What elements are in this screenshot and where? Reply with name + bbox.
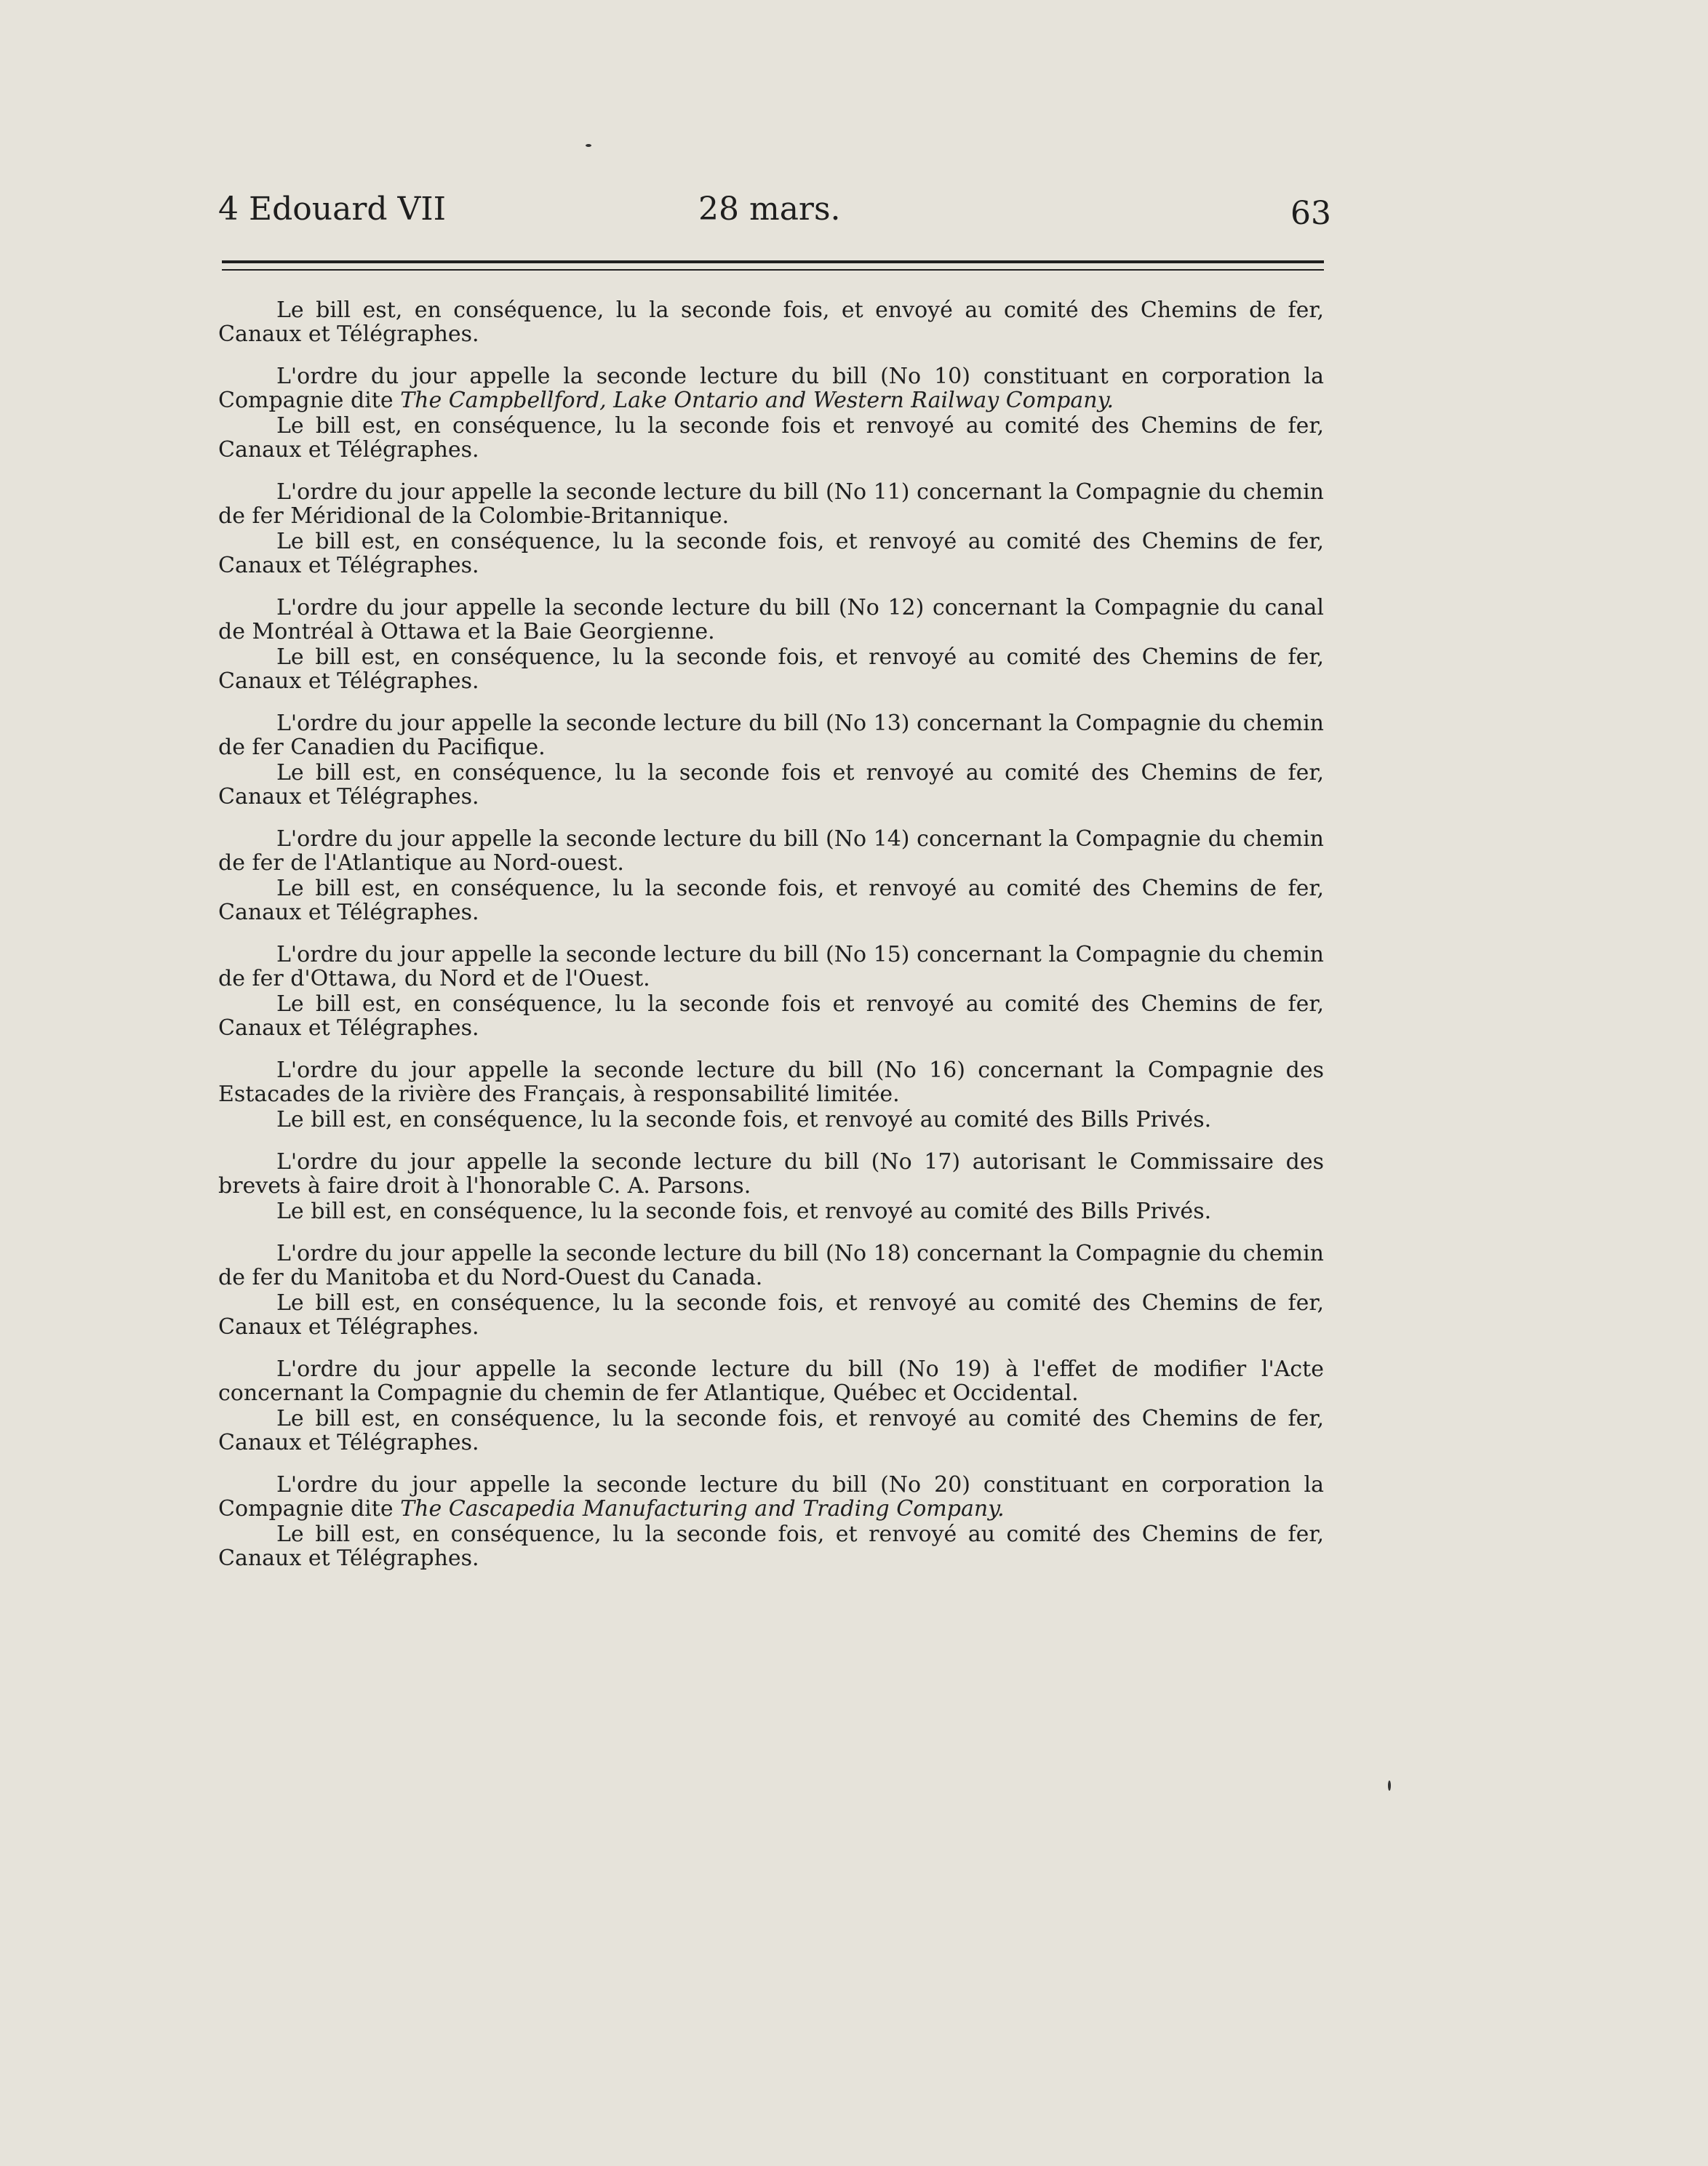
- entry-reading: [218, 1473, 1324, 1521]
- entry-reading: L'ordre du jour appelle la seconde lecture du bill (No 17) autorisant le Commissaire des brevets à faire droit à l'honorable C. A. Parsons.: [218, 1149, 1324, 1199]
- reading-text: L'ordre du jour appelle la seconde lecture du bill (No 10) constituant en corporation la Compagnie dite: [218, 364, 1324, 413]
- journal-entry: [218, 1357, 1324, 1455]
- entry-result: Le bill est, en conséquence, lu la seconde fois, et renvoyé au comité des Chemins de fer, Canaux et Télégraphes.: [218, 529, 1324, 578]
- entry-reading: L'ordre du jour appelle la seconde lecture du bill (No 12) concernant la Compagnie du canal de Montréal à Ottawa et la Baie Georgienne.: [218, 595, 1324, 644]
- entry-result: Le bill est, en conséquence, lu la seconde fois, et renvoyé au comité des Bills Privés.: [276, 1107, 1212, 1132]
- entry-reading: L'ordre du jour appelle la seconde lecture du bill (No 13) concernant la Compagnie du chemin de fer Canadien du Pacifique.: [218, 711, 1324, 760]
- entry-reading: L'ordre du jour appelle la seconde lecture du bill (No 16) concernant la Compagnie des Estacades de la rivière des Français, à responsabilité limitée.: [218, 1058, 1324, 1107]
- entry-result: Le bill est, en conséquence, lu la seconde fois, et envoyé au comité des Chemins de fer, Canaux et Télégraphes.: [218, 297, 1324, 347]
- regnal-year: 4 Edouard VII: [218, 191, 447, 228]
- entry-reading: L'ordre du jour appelle la seconde lecture du bill (No 18) concernant la Compagnie du chemin de fer du Manitoba et du Nord-Ouest du Canada.: [218, 1241, 1324, 1290]
- entry-result: Le bill est, en conséquence, lu la seconde fois, et renvoyé au comité des Chemins de fer, Canaux et Télégraphes.: [218, 1290, 1324, 1340]
- journal-entry: [218, 298, 1324, 346]
- company-name: The Campbellford, Lake Ontario and Western Railway Company.: [400, 388, 1114, 413]
- journal-entry: [218, 943, 1324, 1040]
- entry-result: Le bill est, en conséquence, lu la seconde fois et renvoyé au comité des Chemins de fer, Canaux et Télégraphes.: [218, 413, 1324, 463]
- print-speck: [586, 144, 591, 147]
- journal-body: [218, 298, 1324, 1588]
- entry-result: Le bill est, en conséquence, lu la seconde fois, et renvoyé au comité des Chemins de fer, Canaux et Télégraphes.: [218, 876, 1324, 925]
- entry-reading: [218, 364, 1324, 412]
- journal-entry: [218, 1242, 1324, 1339]
- journal-entry: [218, 364, 1324, 462]
- entry-result: Le bill est, en conséquence, lu la seconde fois et renvoyé au comité des Chemins de fer, Canaux et Télégraphes.: [218, 991, 1324, 1041]
- entry-result: Le bill est, en conséquence, lu la seconde fois, et renvoyé au comité des Chemins de fer, Canaux et Télégraphes.: [218, 1522, 1324, 1571]
- entry-result: Le bill est, en conséquence, lu la seconde fois et renvoyé au comité des Chemins de fer, Canaux et Télégraphes.: [218, 760, 1324, 810]
- journal-entry: [218, 711, 1324, 809]
- entry-reading: L'ordre du jour appelle la seconde lecture du bill (No 15) concernant la Compagnie du chemin de fer d'Ottawa, du Nord et de l'Ouest.: [218, 942, 1324, 991]
- journal-entry: [218, 480, 1324, 578]
- entry-result: Le bill est, en conséquence, lu la seconde fois, et renvoyé au comité des Chemins de fer, Canaux et Télégraphes.: [218, 644, 1324, 694]
- header-rule-thick: [222, 260, 1324, 263]
- reading-text: L'ordre du jour appelle la seconde lecture du bill (No 20) constituant en corporation la Compagnie dite: [218, 1472, 1324, 1522]
- page-date: 28 mars.: [698, 191, 841, 228]
- entry-reading: L'ordre du jour appelle la seconde lecture du bill (No 11) concernant la Compagnie du chemin de fer Méridional de la Colombie-Britannique.: [218, 479, 1324, 529]
- print-speck: [1388, 1781, 1391, 1791]
- page-number: 63: [1290, 195, 1331, 232]
- journal-entry: [218, 1058, 1324, 1132]
- journal-entry: [218, 1150, 1324, 1223]
- entry-reading: L'ordre du jour appelle la seconde lecture du bill (No 19) à l'effet de modifier l'Acte concernant la Compagnie du chemin de fer Atlantique, Québec et Occidental.: [218, 1356, 1324, 1406]
- journal-entry: [218, 1473, 1324, 1570]
- header-rule-thin: [222, 269, 1324, 271]
- entry-reading: L'ordre du jour appelle la seconde lecture du bill (No 14) concernant la Compagnie du chemin de fer de l'Atlantique au Nord-ouest.: [218, 826, 1324, 876]
- company-name: The Cascapedia Manufacturing and Trading Company.: [400, 1496, 1005, 1522]
- journal-entry: [218, 827, 1324, 924]
- page-header: [218, 191, 1331, 241]
- entry-result: Le bill est, en conséquence, lu la seconde fois, et renvoyé au comité des Bills Privés.: [276, 1199, 1212, 1224]
- entry-result: Le bill est, en conséquence, lu la seconde fois, et renvoyé au comité des Chemins de fer, Canaux et Télégraphes.: [218, 1406, 1324, 1455]
- journal-entry: [218, 596, 1324, 693]
